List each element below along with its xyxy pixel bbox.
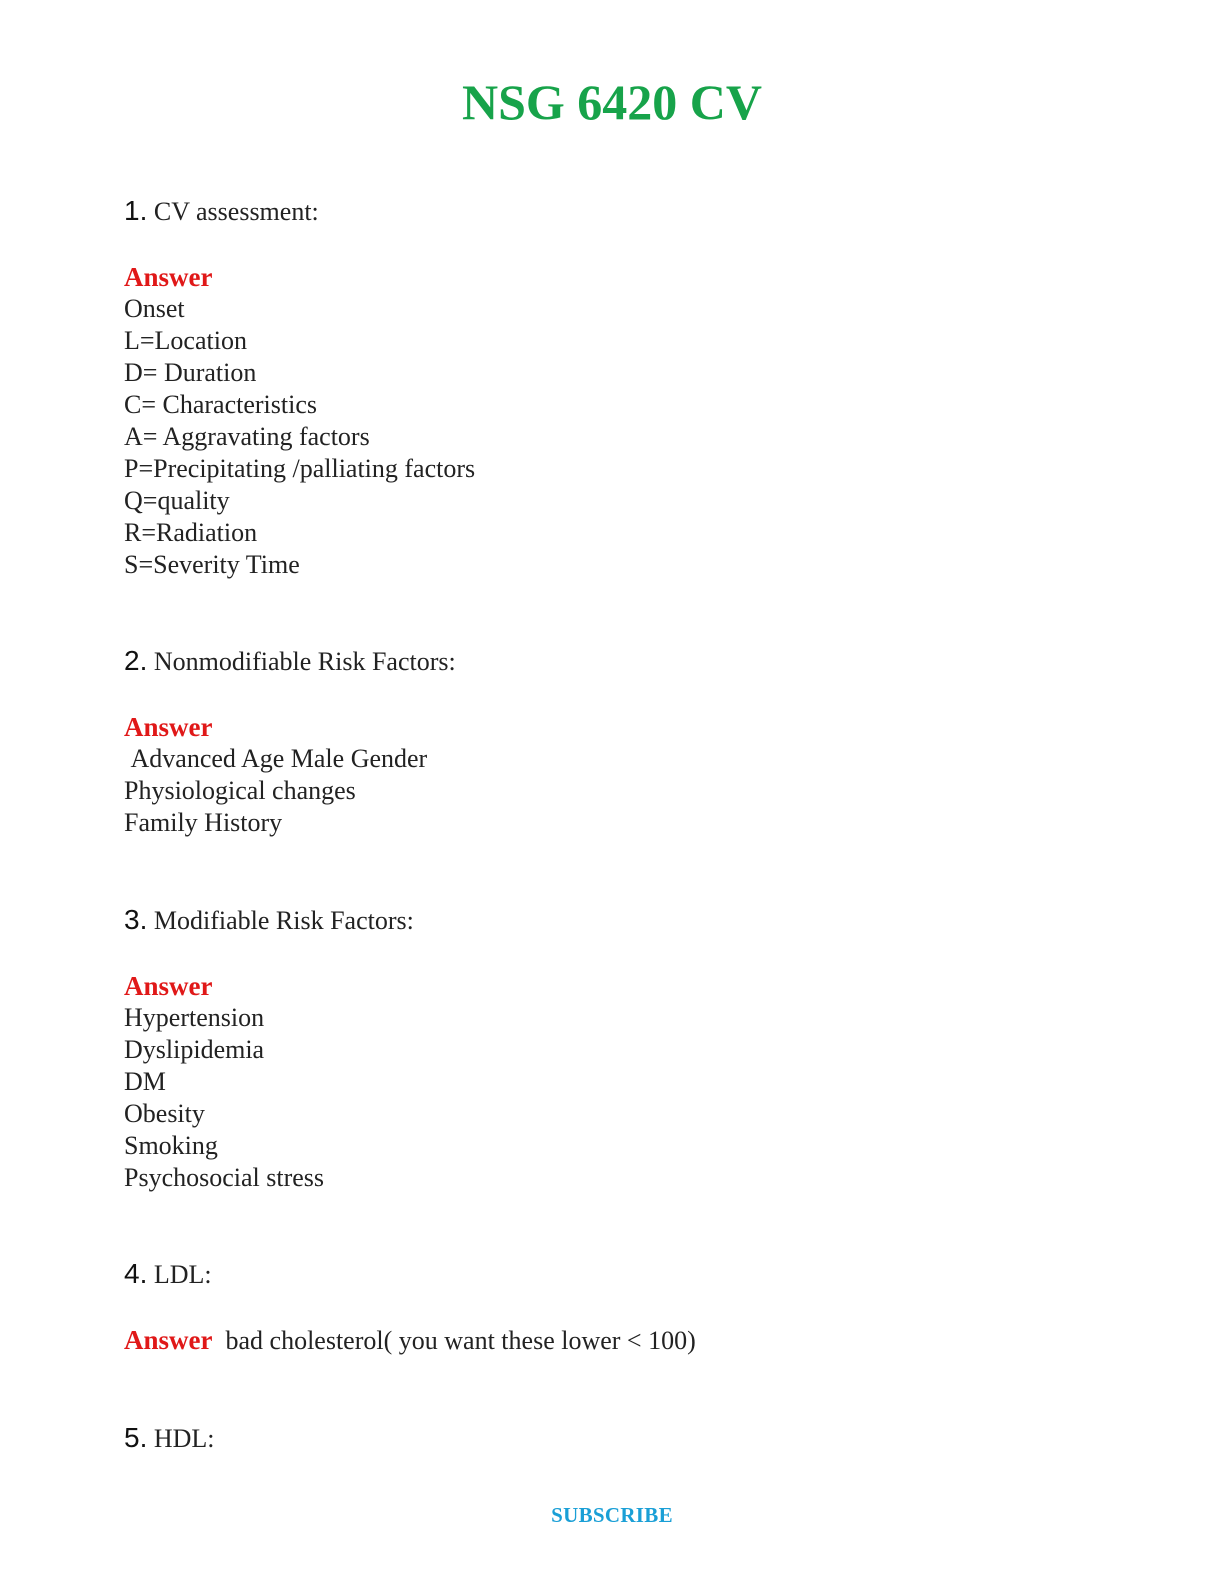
inline-answer bbox=[124, 1324, 696, 1357]
answer-line: Family History bbox=[124, 808, 283, 837]
answer-line: Psychosocial stress bbox=[124, 1163, 325, 1192]
question-prompt: HDL: bbox=[153, 1424, 215, 1453]
question-number: 3. bbox=[124, 904, 148, 935]
question-3 bbox=[124, 905, 414, 936]
question-prompt: CV assessment: bbox=[153, 197, 319, 226]
answer-line: Q=quality bbox=[124, 486, 230, 515]
answer-line: Smoking bbox=[124, 1131, 218, 1160]
question-prompt: LDL: bbox=[153, 1260, 212, 1289]
answer-text: bad cholesterol( you want these lower < 100) bbox=[225, 1326, 696, 1355]
answer-list-2 bbox=[124, 743, 427, 839]
question-1 bbox=[124, 196, 319, 227]
answer-list-1 bbox=[124, 293, 475, 581]
subscribe-link[interactable]: SUBSCRIBE bbox=[551, 1503, 673, 1527]
question-number: 2. bbox=[124, 645, 148, 676]
answer-label: Answer bbox=[124, 971, 213, 1001]
question-prompt: Modifiable Risk Factors: bbox=[153, 906, 414, 935]
answer-line: Physiological changes bbox=[124, 776, 356, 805]
question-number: 5. bbox=[124, 1422, 148, 1453]
question-number: 4. bbox=[124, 1258, 148, 1289]
answer-line: A= Aggravating factors bbox=[124, 422, 370, 451]
answer-line: Onset bbox=[124, 294, 185, 323]
answer-line: Obesity bbox=[124, 1099, 205, 1128]
answer-label: Answer bbox=[124, 712, 213, 742]
answer-label: Answer bbox=[124, 262, 213, 292]
answer-line: D= Duration bbox=[124, 358, 257, 387]
answer-line: L=Location bbox=[124, 326, 247, 355]
answer-line: S=Severity Time bbox=[124, 550, 300, 579]
answer-line: C= Characteristics bbox=[124, 390, 317, 419]
answer-line: DM bbox=[124, 1067, 166, 1096]
question-number: 1. bbox=[124, 195, 148, 226]
page-title: NSG 6420 CV bbox=[461, 74, 763, 130]
question-5 bbox=[124, 1423, 215, 1454]
question-prompt: Nonmodifiable Risk Factors: bbox=[153, 647, 456, 676]
answer-list-3 bbox=[124, 1002, 324, 1194]
answer-line: Advanced Age Male Gender bbox=[124, 744, 428, 773]
answer-label: Answer bbox=[124, 1325, 213, 1355]
answer-line: P=Precipitating /palliating factors bbox=[124, 454, 476, 483]
answer-line: R=Radiation bbox=[124, 518, 258, 547]
question-4 bbox=[124, 1259, 212, 1290]
question-2 bbox=[124, 646, 456, 677]
answer-line: Dyslipidemia bbox=[124, 1035, 265, 1064]
answer-line: Hypertension bbox=[124, 1003, 265, 1032]
